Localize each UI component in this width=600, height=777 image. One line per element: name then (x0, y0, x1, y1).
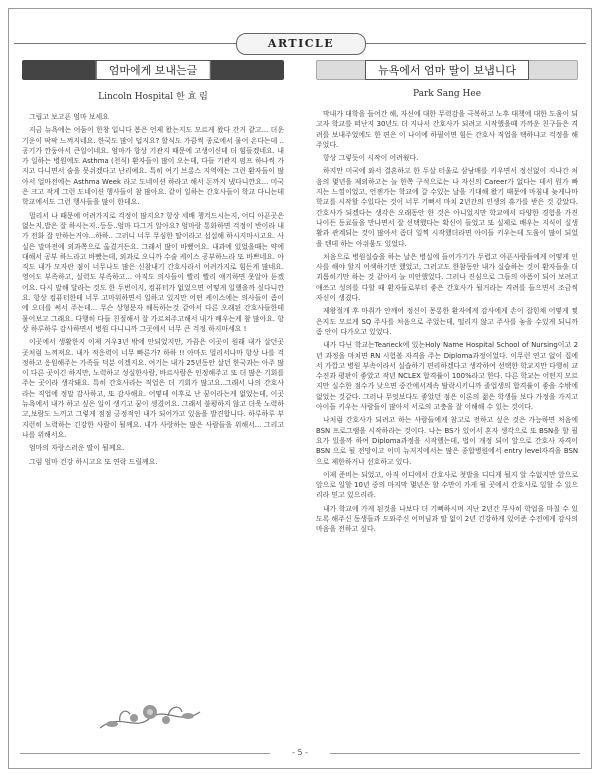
left-title-box (22, 60, 284, 80)
page-number (0, 748, 600, 757)
right-paragraph: 항상 그렇듯이 시작이 어려웠다. (323, 154, 419, 163)
section-banner: ARTICLE (236, 33, 366, 55)
right-paragraph: 막내가 대학을 들어간 해, 자신에 대한 무력감을 극복하고 노후 대책에 대한 도움이 되고자 학교를 떠난지 30년도 더 지나서 간호사가 되려고 시작했을때 가까운 친구들은 격려를 보내주었에도 한 편은 이 나이에 하필이면 힘든 간호사 직업을 택하냐고 걱정을 해 주었다. (316, 110, 578, 149)
left-byline: Lincoln Hospital 한 효 림 (98, 92, 208, 102)
left-paragraph: 이곳에서 생활한지 이제 거우3년 밖에 안되었지만, 가끔은 이곳이 원래 내가 살던곳 곳처럼 느껴져요. 내가 적응력이 너무 빠른가? 하하 !! 아마도 멀리서나마 항상 나를 걱정하고 응원해주는 가족들 덕분 이겠지요. 여기는 내가 25년동안 살던 한국과는 아주 많이 다른 곳이긴 하지만, 노력하고 성실한사람, 바르사람은 인정해주고 또 더 많은 기회를 주는 곳이라 생각돼요. 특히 간호사라는 직업은 더 기회가 많고요..그래서 나의 간호사 라는 직업에 정말 감사하고, 또 감사해요. 어떻데 이후로 난 꿈이라는게 없었는데, 이곳 뉴욕에서 내가 하고 싶은 일이 생기고 꿈이 생겼어요. 그래서 불평하지 않고 더욱 노력하고,보람도 느끼고 그렇게 점점 긍정적인 내가 되어가고 있음을 발견합니다. 하루하루 부지런히 노력하는 긴강한 사람이 될께요. 내가 사랑하는 많은 사람들을 위해서... 그리고 나를 위해서요. (22, 338, 284, 439)
right-paragraph: 처음으로 병원실습을 하는 날은 병실에 들어가기가 두렵고 아픈사람들에게 어떻게 인사를 해야 할지 어색하기만 했었고, 그러고도 한참동안 내가 실습하는 것이 환자들을 더 괴롭히기만 하는 것 같아서 늘 미안했었다. 그러나 진심으로 그들의 아픔이 되어 보려고 애쓰고 성의를 다할 때 환자들로부터 좋은 간호사가 될거라는 격려를 들으면서 조금씩 자신이 생겼다. (316, 252, 578, 303)
footer-rule-left (20, 753, 270, 754)
left-paragraph: 그립고 보고픈 엄마 보세요 (29, 113, 109, 121)
left-paragraph: 지금 뉴욕에는 어둠이 한창 입니다 봄은 언제 왔는지도 모르게 왔다 간거 같고... 더운 기운이 팍팍 느껴지네요. 한국도 많이 덥지요? 할식도 가끔씩 종로에서 물어 온다는데 ..공기가 깐둥아서 큰일이네요. 엄마가 항상 기관지 때문에 고생이신데 더 힘들겠네요. 내가 일하는 병원에도 Asthma (천식) 환자들이 많이 오는데, 다들 기관지 펌프 하나씩 가지고 다니면서 숨을 못쉬겠다고 난리예요. 특히 여기 브롱스 지역에는 그런 환자들이 많아서 얼마전에는 Asthma Week 라고 도네이션 하라고 해서 돈까지 냈다니깐요... 미국은 크고 작게 그런 도네이션 행사들이 참 많아요. 같이 일하는 간호사들이 학교 다니는데 학교에서도 그런 행사들을 많이 한데요. (22, 126, 284, 207)
page-number-label: - 5 - (292, 748, 308, 757)
right-title-box (316, 60, 578, 80)
right-paragraph: 하지만 미국에 와서 결혼하고 한 두살 터울로 삼남매를 키우면서 정신없이 지나간 처음의 몇년을 제외하고는 늘 한쪽 구석으로는 나 자신의 Career가 없다는 데서 뭔가 빠지는 느낌이었고, 언젠가는 학교에 갈 수있는 날을 기대해 왔기 때문에 마침내 늦게나마 학교를 시작할 수있다는 것이 너무 기뻐서 마치 2년간의 인생의 휴가를 받은 것 같았다. 간호사가 되겠다는 생각은 오래동안 한 것은 아니었지만 학교에서 다양한 경험을 가진 나이든 동료들을 만나면서 잘 선택했다는 확신이 들었고 또 실제로 배우는 지식이 실생활과 관계되는 것이 많아서 좀더 일찍 시작했더라면 아이들 키우는데 도움이 많이 되었을 텐데 하는 아쉬움도 있었다. (316, 167, 578, 248)
right-paragraph: 나처럼 간호사가 되려고 하는 사람들에게 참고로 전하고 싶은 것은 가능하면 처음에 BSN 프로그램을 시작하라는 것이다. 나는 BS가 있어서 혼자 생각으로 또 BSN을 할 필요가 있을까 하여 Diploma과정을 시작했는데, 법이 개정 되어 앞으로 간호사 자격이 BSN 으로 될 전망이고 이미 뉴저지에서는 많은 종합병원에서 entry level자격을 BSN으로 제한하거나 선호하고 있다. (316, 416, 578, 466)
left-paragraph: 그럼 엄마 건강 하시고요 또 연락 드릴께요. (29, 457, 158, 466)
footer-rule-right (330, 753, 580, 754)
right-paragraph: 제왕절개 후 마취가 안깨어 정신이 몽롱한 환자에게 감사에게 손이 잡힌채 어떻게 찢은지도 모르게 SQ 주사를 처음으로 주었는데, 떨리지 않고 주사를 놓을 수있게 되니까 좀 안이 다가오고 있었다. (316, 307, 578, 336)
left-article (22, 60, 284, 470)
left-body (22, 112, 284, 467)
left-paragraph: 멀리서 나 때문에 어려가지로 걱정이 많지요? 항상 세배 챙겨드시는지, 어디 아픈곳은 없는지,밥은 잘 하시는지..등등..엄마 다그거 알아요? 엄마랑 통화하면 걱정이 반이라 내가 전화 잘 안하는거야...하하.. 그러니 너무 무심한 딸이라고 섭섭해 하시지마시고요. 사실은 말마전에 외과쪽으로 옮겼거든요. 그래서 많이 바뻤어요. 내과에 있었을때는 약에 대해서 공부 하느라고 바빴는데, 외과로 오니까 수술 케이스 공부하느라 또 바쁘네요. 아직도 내가 모자란 점이 너무나도 많은 신참내기 간호사라서 어려가지로 힘든게 많네요. 영어도 부족하고, 실력도 부족하고... 아직도 의사들이 빨리 빨리 얘기하면 못알아 듣겠어요. 다시 말해 달라는 것도 한 두번이지, 컴퓨터가 없었으면 어떻게 일했을까 싶다니깐요. 항상 컴퓨터한테 너무 고마워하면서 일하고 있지만 어떤 케이스에는 의사들이 좀이에 오더를 써서 주는데... 무슨 상형문자 해독하는것 같아서 다른 오래된 간호사들한테 물어보고 그래요. 다행히 다들 친절해서 잘 가르쳐주고해서 내가 배우는게 참 많아요. 항상 하루하루 감사하면서 병원 다니니까 그곳에서 너무 큰 걱정 하지마세요 ! (22, 211, 284, 333)
right-byline: Park Sang Hee (412, 89, 482, 99)
right-article (316, 60, 578, 538)
right-paragraph: 내가 다닌 학교는Teaneck에 있는Holy Name Hospital School of Nursing이고 2년 과정을 마치면 RN 시험볼 자격을 주는 Diploma과정이었다. 이무런 연고 없이 집에서 가깝고 병원 부속이라서 실습하기 편리하겠다고 생각하여 선택한 학교지만 다행히 교수진과 평판이 좋았고 작년 NCLEX 합격률이 100%라고 한다. 다른 학교는 어떤지 모르지만 실수한 점수가 낮으면 중간에서계속 탈락시키니까 졸업생의 합격률이 좋을 수밖에 없었는 것같다. 그러나 무엇보다도 좋았던 점은 이론의 젊은 학생들 보다 가정을 가지고 아이들 키우는 사람들이 많아서 서로의 고충을 잘 이해해 수 있는 것이다. (316, 341, 578, 412)
left-paragraph: 엄마의 자랑스러운 딸이 될께요. (29, 444, 125, 453)
right-paragraph: 이제 준비는 되었고, 아직 어디에서 간호사로 첫발을 디디게 될지 알 수없지만 앞으로 앞으로 일할 10년 중의 마지막 몇년은 할 수만이 가게 될 곳에서 간호사로 일할 수 있으리라 믿고 있으리라. (316, 470, 578, 500)
flower-ornament-icon (90, 692, 210, 738)
right-body (316, 109, 578, 535)
right-paragraph: 내가 학교에 가게 된것을 나보다 더 기뻐하시며 지난 2년간 무사히 학업을 마칠 수 있도록 해주신 동생들과 도와주신 어머님과 딸 없이 2년 긴강하게 있어준 수전에게 감사의 마음을 전하고 싶다. (316, 504, 578, 534)
left-article-title: 엄마에게 보내는글 (96, 60, 211, 80)
right-article-title: 뉴욕에서 엄마 딸이 보냅니다 (365, 60, 529, 80)
